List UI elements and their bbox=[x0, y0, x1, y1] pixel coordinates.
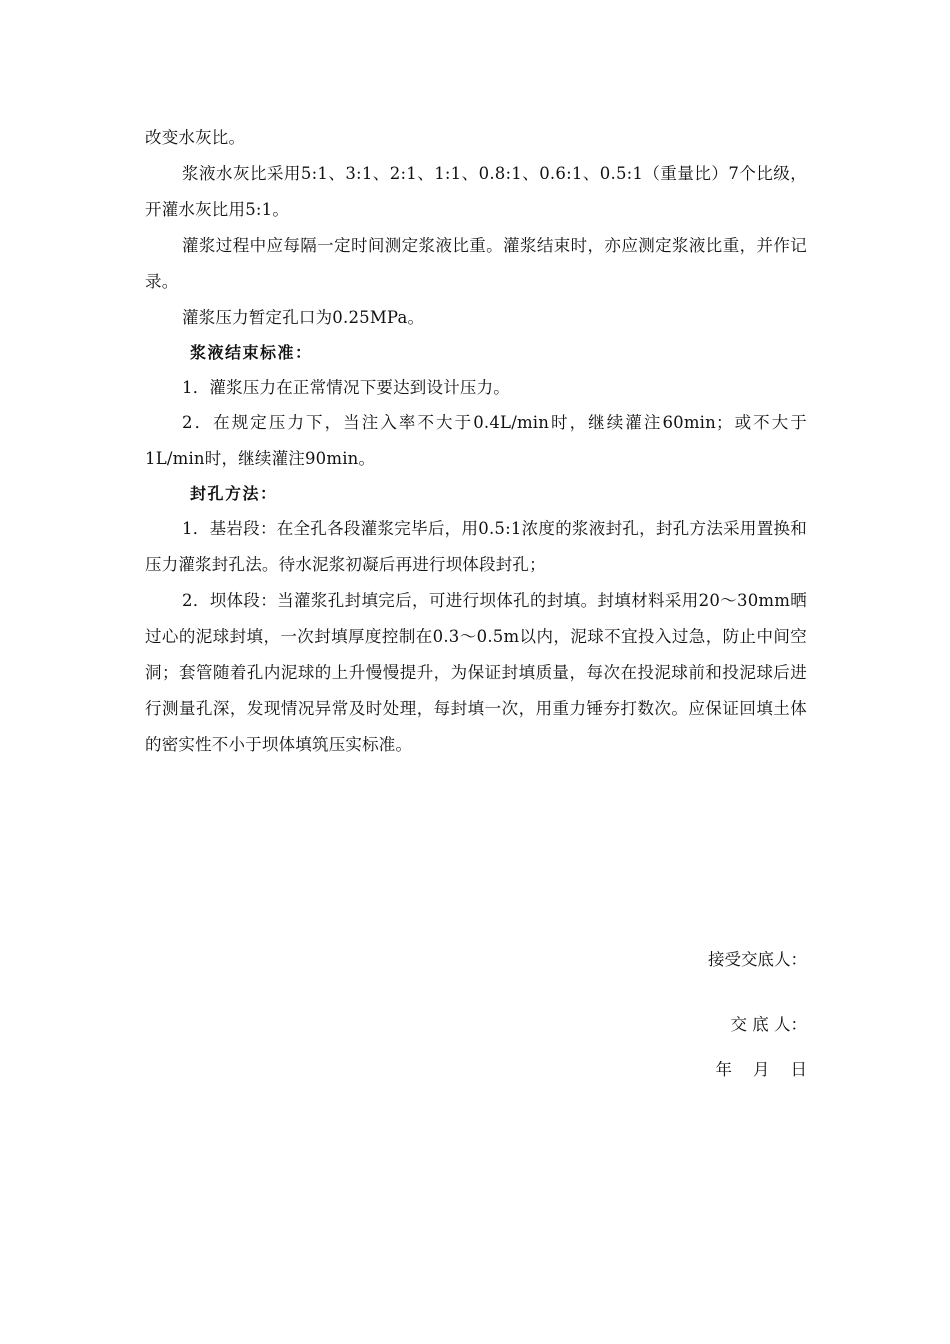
signature-date-label: 年 月 日 bbox=[715, 1060, 807, 1079]
list-item-sealing-dam-body: 2．坝体段：当灌浆孔封填完后，可进行坝体孔的封填。封填材料采用20～30mm晒过心的泥球封填，一次封填厚度控制在0.3～0.5m以内，泥球不宜投入过急，防止中间空洞；套管随着孔内泥球的上升慢慢提升，为保证封填质量，每次在投泥球前和投泥球后进行测量孔深，发现情况异常及时处理，每封填一次，用重力锤夯打数次。应保证回填土体的密实性不小于坝体填筑压实标准。 bbox=[145, 591, 807, 754]
paragraph-water-cement-ratio: 浆液水灰比采用5:1、3:1、2:1、1:1、0.8:1、0.6:1、0.5:1（重量比）7个比级，开灌水灰比用5:1。 bbox=[145, 164, 807, 219]
signature-giver-label: 交 底 人： bbox=[730, 1015, 807, 1034]
paragraph-water-cement-change: 改变水灰比。 bbox=[145, 128, 246, 147]
list-item-end-criteria-1: 1．灌浆压力在正常情况下要达到设计压力。 bbox=[182, 378, 510, 397]
list-item-sealing-bedrock: 1．基岩段：在全孔各段灌浆完毕后，用0.5:1浓度的浆液封孔，封孔方法采用置换和压力灌浆封孔法。待水泥浆初凝后再进行坝体段封孔； bbox=[145, 519, 807, 574]
signature-receiver-label: 接受交底人： bbox=[708, 950, 807, 969]
paragraph-grouting-pressure: 灌浆压力暂定孔口为0.25MPa。 bbox=[182, 308, 425, 327]
paragraph-density-measurement: 灌浆过程中应每隔一定时间测定浆液比重。灌浆结束时，亦应测定浆液比重，并作记录。 bbox=[145, 236, 807, 291]
list-item-end-criteria-2: 2．在规定压力下，当注入率不大于0.4L/min时，继续灌注60min；或不大于1L/min时，继续灌注90min。 bbox=[145, 413, 807, 468]
heading-grout-end-criteria: 浆液结束标准： bbox=[190, 343, 313, 362]
heading-sealing-method: 封孔方法： bbox=[190, 484, 278, 503]
